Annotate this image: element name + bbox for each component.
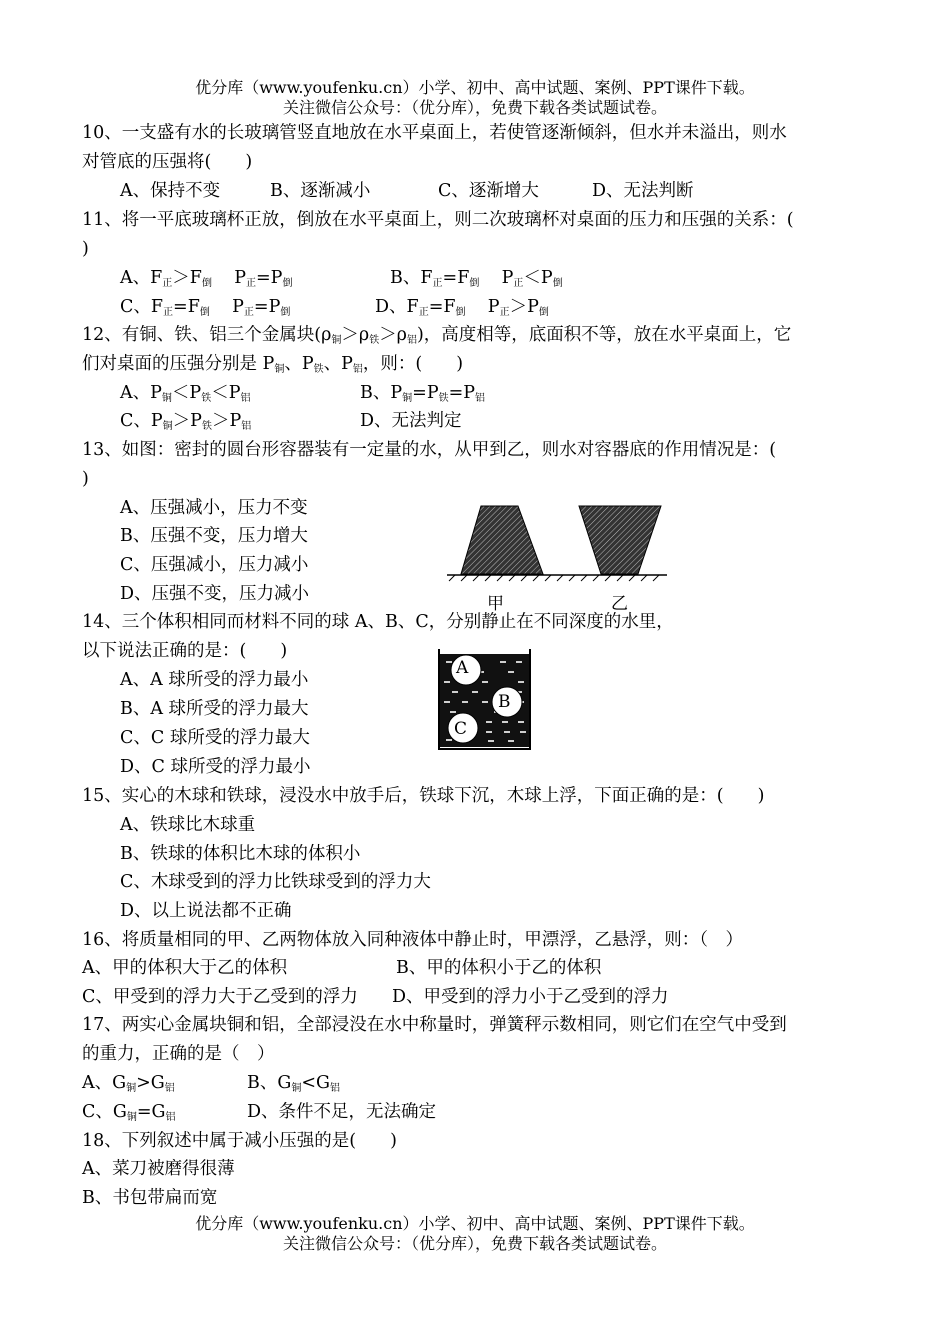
page-header-line1: 优分库（www.youfenku.cn）小学、初中、高中试题、案例、PPT课件下载。 [195,78,755,97]
page-footer-line2: 关注微信公众号：（优分库），免费下载各类试题试卷。 [282,1234,667,1253]
q14-water-tank-figure [438,648,533,750]
ball-b-label: B [498,692,511,712]
q17-option-c[interactable]: C、$G_铜=G_铝$ [82,1102,176,1123]
q15-option-d[interactable]: D、以上说法都不正确 [120,901,292,921]
ground-hatch [449,575,659,581]
ball-c-label: C [454,719,468,739]
q17-option-a[interactable]: A、$G_铜>G_铝$ [82,1073,175,1094]
q12-stem-line1: 12、有铜、铁、铝三个金属块$(\rho_铜>\rho_铁>\rho_铝)$，高度相等，底面积不等，放在水平桌面上，它 [82,325,792,346]
q13-stem-line2: ) [82,469,89,489]
q10-option-a[interactable]: A、保持不变 [120,181,221,201]
q13-option-d[interactable]: D、压强不变，压力减小 [120,584,310,604]
q14-stem-line2: 以下说法正确的是：( ) [82,641,288,661]
q13-label-jia: 甲 [487,594,504,614]
q13-option-c[interactable]: C、压强减小，压力减小 [120,555,309,575]
q11-stem-line1: 11、将一平底玻璃杯正放，倒放在水平桌面上，则二次玻璃杯对桌面的压力和压强的关系：( [82,210,794,230]
q13-option-a[interactable]: A、压强减小，压力不变 [120,498,308,518]
ball-a-label: A [456,658,469,678]
q11-option-b[interactable]: B、$F_正=F_倒$ $P_正<P_倒$ [390,268,563,289]
q13-label-yi: 乙 [611,594,628,614]
q18-option-a[interactable]: A、菜刀被磨得很薄 [82,1159,235,1179]
q10-stem-line1: 10、一支盛有水的长玻璃管竖直地放在水平桌面上，若使管逐渐倾斜，但水并未溢出，则水 [82,123,787,143]
q17-stem-line1: 17、两实心金属块铜和铝，全部浸没在水中称量时，弹簧秤示数相同，则它们在空气中受到 [82,1015,787,1035]
q11-option-a[interactable]: A、$F_正>F_倒$ $P_正=P_倒$ [120,268,293,289]
q16-option-c[interactable]: C、甲受到的浮力大于乙受到的浮力 [82,987,358,1007]
q17-stem-line2: 的重力，正确的是（ ） [82,1044,275,1064]
q11-option-c[interactable]: C、$F_正=F_倒$ $P_正=P_倒$ [120,297,291,318]
q16-option-a[interactable]: A、甲的体积大于乙的体积 [82,958,288,978]
q10-option-d[interactable]: D、无法判断 [592,181,694,201]
q18-stem: 18、下列叙述中属于减小压强的是( ) [82,1131,397,1151]
q10-option-c[interactable]: C、逐渐增大 [438,181,539,201]
q10-option-b[interactable]: B、逐渐减小 [270,181,371,201]
q12-option-a[interactable]: A、$P_铜<P_铁<P_铝$ [120,383,251,404]
q12-stem-line2: 们对桌面的压强分别是 $P_铜$、$P_铁$、$P_铝$，则：( ) [82,354,464,375]
q17-option-d[interactable]: D、条件不足，无法确定 [247,1102,437,1122]
q14-option-d[interactable]: D、C 球所受的浮力最小 [120,757,311,777]
q15-option-b[interactable]: B、铁球的体积比木球的体积小 [120,844,361,864]
q17-option-b[interactable]: B、$G_铜<G_铝$ [247,1073,341,1094]
container-jia-shape [461,506,543,574]
q14-stem-line1: 14、三个体积相同而材料不同的球 A、B、C，分别静止在不同深度的水里， [82,612,674,632]
q12-option-c[interactable]: C、$P_铜>P_铁>P_铝$ [120,411,252,432]
q18-option-b[interactable]: B、书包带扁而宽 [82,1188,218,1208]
container-yi-shape [579,506,661,574]
q14-option-a[interactable]: A、A 球所受的浮力最小 [120,670,309,690]
q12-option-b[interactable]: B、$P_铜=P_铁=P_铝$ [360,383,486,404]
q15-option-c[interactable]: C、木球受到的浮力比铁球受到的浮力大 [120,872,431,892]
page-footer-line1: 优分库（www.youfenku.cn）小学、初中、高中试题、案例、PPT课件下载。 [195,1214,755,1233]
q16-option-b[interactable]: B、甲的体积小于乙的体积 [396,958,602,978]
q11-option-d[interactable]: D、$F_正=F_倒$ $P_正>P_倒$ [375,297,549,318]
q16-stem: 16、将质量相同的甲、乙两物体放入同种液体中静止时，甲漂浮，乙悬浮，则：（ ） [82,930,744,950]
q16-option-d[interactable]: D、甲受到的浮力小于乙受到的浮力 [392,987,669,1007]
q13-option-b[interactable]: B、压强不变，压力增大 [120,526,308,546]
q10-stem-line2: 对管底的压强将( ) [82,152,253,172]
q11-stem-line2: ) [82,239,89,259]
q14-option-c[interactable]: C、C 球所受的浮力最大 [120,728,310,748]
q14-option-b[interactable]: B、A 球所受的浮力最大 [120,699,309,719]
page-header-line2: 关注微信公众号：（优分库），免费下载各类试题试卷。 [282,98,667,117]
q13-stem-line1: 13、如图：密封的圆台形容器装有一定量的水，从甲到乙，则水对容器底的作用情况是：( [82,440,777,460]
q15-stem: 15、实心的木球和铁球，浸没水中放手后，铁球下沉，木球上浮，下面正确的是：( ) [82,786,765,806]
q13-frustum-figure [445,500,675,585]
q12-option-d[interactable]: D、无法判定 [360,411,462,431]
q15-option-a[interactable]: A、铁球比木球重 [120,815,256,835]
